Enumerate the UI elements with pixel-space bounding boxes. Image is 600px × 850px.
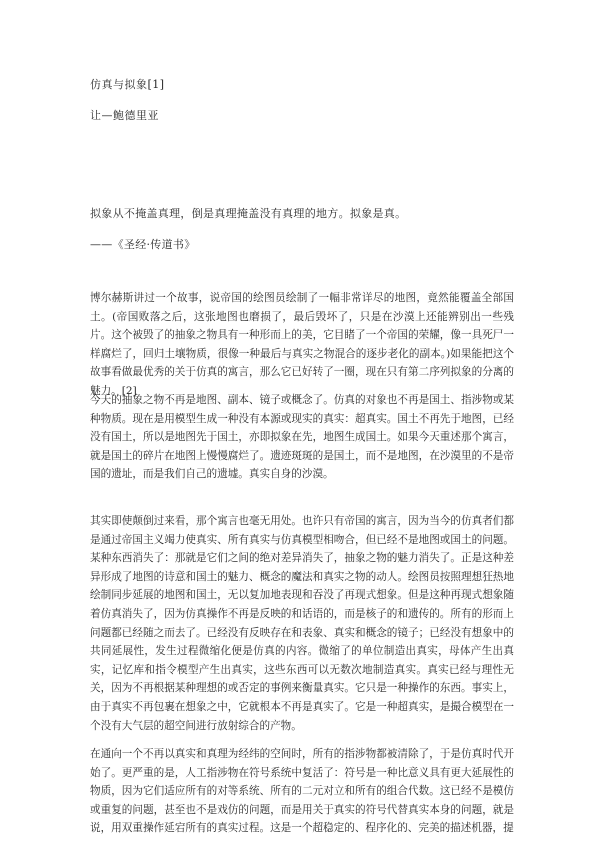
epigraph-source: ——《圣经·传道书》 [90,238,196,251]
document-author: 让—鲍德里亚 [90,109,159,122]
epigraph-quote: 拟象从不掩盖真理，倒是真理掩盖没有真理的地方。拟象是真。 [90,207,407,220]
body-paragraph: 博尔赫斯讲过一个故事，说帝国的绘图员绘制了一幅非常详尽的地图，竟然能覆盖全部国土。(帝国败落之后，这张地图也磨损了，最后毁坏了，只是在沙漠上还能辨别出一些残片。这个被毁了的抽象之物具有一种形而上的美，它目睹了一个帝国的荣耀，像一具死尸一样腐烂了，回归土壤物质，很像一种最后与真实之物混合的逐步老化的副本。)如果能把这个故事看做最优秀的关于仿真的寓言，那么它已好转了一圈，现在只有第二序列拟象的分离的魅力。[2] [90,292,514,397]
body-paragraph: 今天的抽象之物不再是地图、副本、镜子或概念了。仿真的对象也不再是国土、指涉物或某种物质。现在是用模型生成一种没有本源或现实的真实：超真实。国土不再先于地图，已经没有国土，所以是地图先于国土，亦即拟象在先，地图生成国土。如果今天重述那个寓言，就是国土的碎片在地图上慢慢腐烂了。遗迹斑斑的是国土，而不是地图，在沙漠里的不是帝国的遗址，而是我们自己的遗墟。真实自身的沙漠。 [90,394,514,481]
document-title: 仿真与拟象[1] [90,78,165,91]
body-paragraph: 在通向一个不再以真实和真理为经纬的空间时，所有的指涉物都被清除了，于是仿真时代开始了。更严重的是，人工指涉物在符号系统中复活了：符号是一种比意义具有更大延展性的物质，因为它们适应所有的对等系统、所有的二元对立和所有的组合代数。这已经不是模仿或重复的问题，甚至也不是戏仿的问题，而是用关于真实的符号代替真实本身的问题，就是说，用双重操作延宕所有的真实过程。这是一个超稳定的、程序化的、完美的描述机器，提 [90,748,514,835]
body-paragraph: 其实即使颠倒过来看，那个寓言也毫无用处。也许只有帝国的寓言，因为当今的仿真者们都是通过帝国主义竭力使真实、所有真实与仿真模型相吻合，但已经不是地图或国土的问题。某种东西消失了：那就是它们之间的绝对差异消失了，抽象之物的魅力消失了。正是这种差异形成了地图的诗意和国土的魅力、概念的魔法和真实之物的动人。绘图员按照理想狂热地绘制同步延展的地图和国土，无以复加地表现和吞没了再现式想象。但是这种再现式想象随着仿真消失了，因为仿真操作不再是反映的和话语的，而是核子的和遗传的。所有的形而上问题都已经随之而去了。已经没有反映存在和表象、真实和概念的镜子；已经没有想象中的共同延展性，发生过程微缩化便是仿真的内容。微缩了的单位制造出真实，母体产生出真实，记忆库和指令模型产生出真实，这些东西可以无数次地制造真实。真实已经与理性无关，因为不再根据某种理想的或否定的事例来衡量真实。它只是一种操作的东西。事实上，由于真实不再包裹在想象之中，它就根本不再是真实了。它是一种超真实，是撮合模型在一个没有大气层的超空间进行放射综合的产物。 [90,515,514,732]
